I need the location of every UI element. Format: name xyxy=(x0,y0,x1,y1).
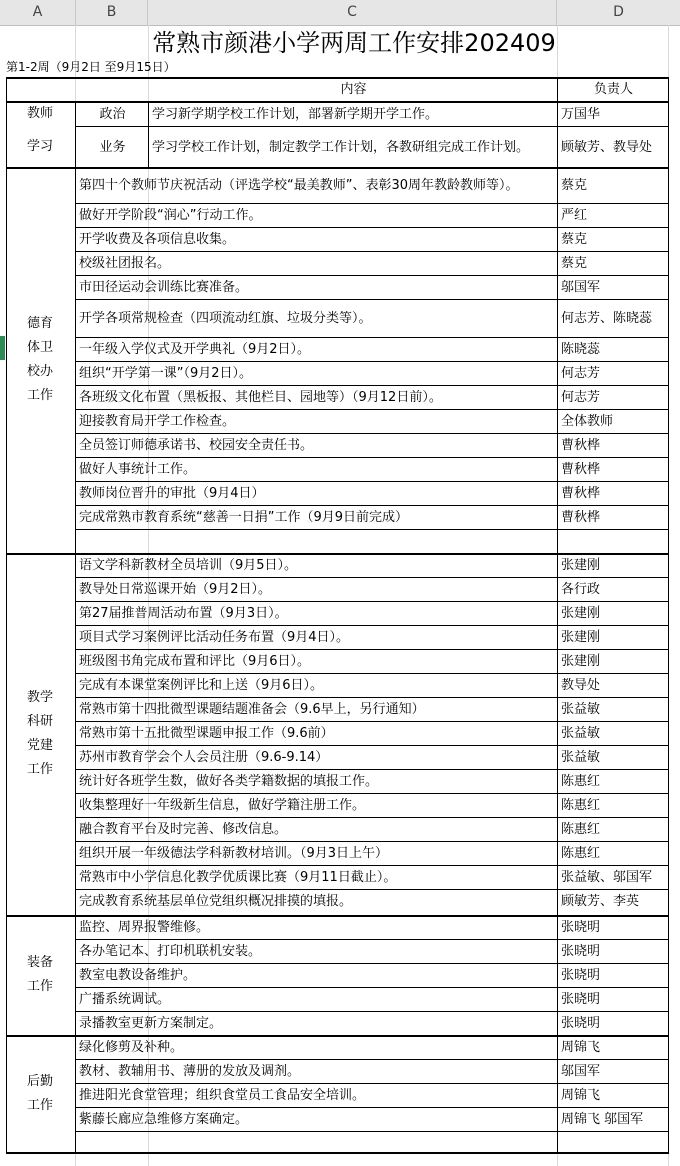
task-content[interactable]: 学习学校工作计划，制定教学工作计划，各教研组完成工作计划。 xyxy=(152,139,530,155)
task-content[interactable]: 学习新学期学校工作计划，部署新学期开学工作。 xyxy=(152,106,439,122)
border-line xyxy=(75,1131,669,1132)
border-line xyxy=(75,673,669,674)
task-owner[interactable]: 张建刚 xyxy=(561,606,601,621)
category-label[interactable]: 装备 xyxy=(26,955,53,970)
task-content[interactable]: 完成有本课堂案例评比和上送（9月6日）。 xyxy=(79,678,324,693)
border-line xyxy=(6,77,7,101)
task-owner[interactable]: 顾敏芳、教导处 xyxy=(561,139,653,155)
category-label[interactable]: 教师 xyxy=(26,106,53,121)
category-label[interactable]: 德育 xyxy=(26,316,53,331)
border-line xyxy=(75,1011,669,1012)
border-line xyxy=(75,745,669,746)
column-header-c[interactable]: C xyxy=(148,0,557,25)
task-content[interactable]: 教室电教设备维护。 xyxy=(79,968,197,983)
border-line xyxy=(75,457,669,458)
border-line xyxy=(75,769,669,770)
border-line xyxy=(75,126,669,127)
task-owner[interactable]: 曹秋桦 xyxy=(561,438,601,453)
task-owner[interactable]: 陈惠红 xyxy=(561,774,601,789)
task-owner[interactable]: 陈惠红 xyxy=(561,822,601,837)
column-header-b[interactable]: B xyxy=(76,0,148,25)
border-line xyxy=(75,793,669,794)
study-subcategory[interactable]: 政治 xyxy=(99,106,126,122)
task-owner[interactable]: 周锦飞 xyxy=(561,1040,601,1055)
border-line xyxy=(668,77,669,101)
task-owner[interactable]: 张晓明 xyxy=(561,1016,601,1031)
task-content[interactable]: 绿化修剪及补种。 xyxy=(79,1040,184,1055)
border-line xyxy=(6,915,7,1035)
task-content[interactable]: 收集整理好一年级新生信息，做好学籍注册工作。 xyxy=(79,798,366,813)
border-line xyxy=(75,697,669,698)
task-content[interactable]: 做好开学阶段“润心”行动工作。 xyxy=(79,208,262,223)
task-content[interactable]: 录播教室更新方案制定。 xyxy=(79,1016,223,1031)
category-label[interactable]: 体卫 xyxy=(26,340,53,355)
task-owner[interactable]: 万国华 xyxy=(561,106,601,122)
task-owner[interactable]: 张益敏 xyxy=(561,702,601,717)
border-line xyxy=(75,915,76,1035)
category-label[interactable]: 工作 xyxy=(26,388,53,403)
sheet-subtitle[interactable]: 第1-2周（9月2日 至9月15日） xyxy=(6,60,176,74)
active-row-indicator xyxy=(0,336,5,360)
task-owner[interactable]: 蔡克 xyxy=(561,178,588,193)
task-owner[interactable]: 张晓明 xyxy=(561,944,601,959)
border-line xyxy=(6,553,7,915)
category-label[interactable]: 后勤 xyxy=(26,1073,53,1089)
border-line xyxy=(75,481,669,482)
category-label[interactable]: 党建 xyxy=(26,738,53,753)
category-label[interactable]: 工作 xyxy=(26,1097,53,1113)
border-line xyxy=(6,1035,7,1152)
task-owner[interactable]: 周锦飞 邬国军 xyxy=(561,1112,644,1127)
task-content[interactable]: 常熟市第十四批微型课题结题准备会（9.6早上，另行通知） xyxy=(79,702,425,717)
task-content[interactable]: 语文学科新教材全员培训（9月5日）。 xyxy=(79,558,298,573)
task-content[interactable]: 推进阳光食堂管理；组织食堂员工食品安全培训。 xyxy=(79,1088,366,1103)
border-line xyxy=(75,337,669,338)
task-content[interactable]: 常熟市第十五批微型课题申报工作（9.6前） xyxy=(79,726,334,741)
task-content[interactable]: 完成常熟市教育系统“慈善一日捐”工作（9月9日前完成） xyxy=(79,510,409,525)
border-line xyxy=(75,963,669,964)
task-content[interactable]: 一年级入学仪式及开学典礼（9月2日）。 xyxy=(79,342,311,357)
border-line xyxy=(75,841,669,842)
task-content[interactable]: 开学各项常规检查（四项流动红旗、垃圾分类等）。 xyxy=(79,311,372,326)
border-line xyxy=(75,817,669,818)
task-content[interactable]: 做好人事统计工作。 xyxy=(79,462,197,477)
header-owner[interactable]: 负责人 xyxy=(593,82,633,97)
border-line xyxy=(75,1083,669,1084)
border-line xyxy=(75,1059,669,1060)
study-subcategory[interactable]: 业务 xyxy=(99,139,126,155)
border-line xyxy=(75,251,669,252)
task-owner[interactable]: 邬国军 xyxy=(561,280,601,295)
border-line xyxy=(75,865,669,866)
task-owner[interactable]: 邬国军 xyxy=(561,1064,601,1079)
task-owner[interactable]: 陈惠红 xyxy=(561,798,601,813)
border-line xyxy=(668,167,669,553)
border-line xyxy=(75,601,669,602)
border-line xyxy=(75,505,669,506)
border-line xyxy=(668,101,669,167)
task-owner[interactable]: 曹秋桦 xyxy=(561,486,601,501)
task-content[interactable]: 教材、教辅用书、薄册的发放及调剂。 xyxy=(79,1064,301,1079)
task-content[interactable]: 苏州市教育学会个人会员注册（9.6-9.14） xyxy=(79,750,329,765)
task-content[interactable]: 校级社团报名。 xyxy=(79,256,171,271)
border-line xyxy=(668,553,669,915)
task-owner[interactable]: 张建刚 xyxy=(561,654,601,669)
border-line xyxy=(75,227,669,228)
task-content[interactable]: 紫藤长廊应急维修方案确定。 xyxy=(79,1112,249,1127)
task-content[interactable]: 组织“开学第一课”（9月2日）。 xyxy=(79,366,253,381)
task-owner[interactable]: 张晓明 xyxy=(561,968,601,983)
category-label[interactable]: 科研 xyxy=(26,714,53,729)
border-line xyxy=(75,1035,76,1152)
border-line xyxy=(557,1035,558,1152)
task-owner[interactable]: 陈惠红 xyxy=(561,846,601,861)
border-line xyxy=(75,553,76,915)
task-owner[interactable]: 张益敏、邬国军 xyxy=(561,870,653,885)
task-content[interactable]: 项目式学习案例评比活动任务布置（9月4日）。 xyxy=(79,630,350,645)
category-label[interactable]: 学习 xyxy=(26,139,53,154)
task-content[interactable]: 完成教育系统基层单位党组织概况排摸的填报。 xyxy=(79,894,353,909)
category-label[interactable]: 校办 xyxy=(26,364,53,379)
border-line xyxy=(75,409,669,410)
border-line xyxy=(75,361,669,362)
sheet-title[interactable]: 常熟市颜港小学两周工作安排202409 xyxy=(152,29,556,57)
task-content[interactable]: 常熟市中小学信息化教学优质课比赛（9月11日截止）。 xyxy=(79,870,397,885)
task-content[interactable]: 广播系统调试。 xyxy=(79,992,171,1007)
task-owner[interactable]: 何志芳 xyxy=(561,390,601,405)
category-label[interactable]: 工作 xyxy=(26,762,53,777)
border-line xyxy=(75,889,669,890)
border-line xyxy=(75,299,669,300)
task-content[interactable]: 开学收费及各项信息收集。 xyxy=(79,232,236,247)
task-owner[interactable]: 张益敏 xyxy=(561,750,601,765)
task-owner[interactable]: 严红 xyxy=(561,208,588,223)
task-owner[interactable]: 张益敏 xyxy=(561,726,601,741)
border-line xyxy=(6,167,7,553)
task-content[interactable]: 教师岗位晋升的审批（9月4日） xyxy=(79,486,265,501)
border-line xyxy=(557,553,558,915)
border-line xyxy=(557,167,558,553)
task-owner[interactable]: 何志芳 xyxy=(561,366,601,381)
border-line xyxy=(557,101,558,167)
task-content[interactable]: 市田径运动会训练比赛准备。 xyxy=(79,280,249,295)
task-content[interactable]: 组织开展一年级德法学科新教材培训。（9月3日上午） xyxy=(79,846,389,861)
task-owner[interactable]: 何志芳、陈晓蕊 xyxy=(561,311,653,326)
border-line xyxy=(75,987,669,988)
task-owner[interactable]: 张建刚 xyxy=(561,558,601,573)
column-header-a[interactable]: A xyxy=(0,0,76,25)
task-content[interactable]: 第四十个教师节庆祝活动（评选学校“最美教师”、表彰30周年教龄教师等）。 xyxy=(79,178,519,193)
task-content[interactable]: 融合教育平台及时完善、修改信息。 xyxy=(79,822,288,837)
border-line xyxy=(557,915,558,1035)
task-owner[interactable]: 各行政 xyxy=(561,582,601,597)
category-label[interactable]: 教学 xyxy=(26,690,53,705)
task-content[interactable]: 迎接教育局开学工作检查。 xyxy=(79,414,236,429)
border-line xyxy=(668,1035,669,1152)
task-owner[interactable]: 蔡克 xyxy=(561,232,588,247)
task-owner[interactable]: 全体教师 xyxy=(561,414,614,429)
task-owner[interactable]: 蔡克 xyxy=(561,256,588,271)
column-header-d[interactable]: D xyxy=(613,4,624,20)
task-content[interactable]: 各办笔记本、打印机联机安装。 xyxy=(79,944,262,959)
task-content[interactable]: 全员签订师德承诺书、校园安全责任书。 xyxy=(79,438,314,453)
border-line xyxy=(75,433,669,434)
border-line xyxy=(75,385,669,386)
border-line xyxy=(75,721,669,722)
task-owner[interactable]: 周锦飞 xyxy=(561,1088,601,1103)
task-content[interactable]: 教导处日常巡课开始（9月2日）。 xyxy=(79,582,272,597)
task-content[interactable]: 各班级文化布置（黑板报、其他栏目、园地等）（9月12日前）。 xyxy=(79,390,442,405)
task-owner[interactable]: 张晓明 xyxy=(561,920,601,935)
border-line xyxy=(6,1152,669,1154)
border-line xyxy=(75,529,669,530)
task-content[interactable]: 监控、周界报警维修。 xyxy=(79,920,210,935)
border-line xyxy=(75,939,669,940)
category-label[interactable]: 工作 xyxy=(26,979,53,994)
task-owner[interactable]: 张建刚 xyxy=(561,630,601,645)
task-owner[interactable]: 曹秋桦 xyxy=(561,462,601,477)
task-owner[interactable]: 陈晓蕊 xyxy=(561,342,601,357)
border-line xyxy=(75,577,669,578)
border-line xyxy=(75,649,669,650)
task-content[interactable]: 第27届推普周活动布置（9月3日）。 xyxy=(79,606,288,621)
task-content[interactable]: 班级图书角完成布置和评比（9月6日）。 xyxy=(79,654,311,669)
task-owner[interactable]: 曹秋桦 xyxy=(561,510,601,525)
task-owner[interactable]: 顾敏芳、李英 xyxy=(561,894,640,909)
border-line xyxy=(75,1107,669,1108)
border-line xyxy=(75,275,669,276)
task-owner[interactable]: 张晓明 xyxy=(561,992,601,1007)
border-line xyxy=(557,77,558,101)
border-line xyxy=(75,203,669,204)
border-line xyxy=(75,101,76,167)
task-owner[interactable]: 教导处 xyxy=(561,678,601,693)
border-line xyxy=(75,625,669,626)
border-line xyxy=(668,915,669,1035)
task-content[interactable]: 统计好各班学生数，做好各类学籍数据的填报工作。 xyxy=(79,774,379,789)
header-content[interactable]: 内容 xyxy=(340,82,367,97)
border-line xyxy=(75,167,76,553)
border-line xyxy=(148,101,149,167)
